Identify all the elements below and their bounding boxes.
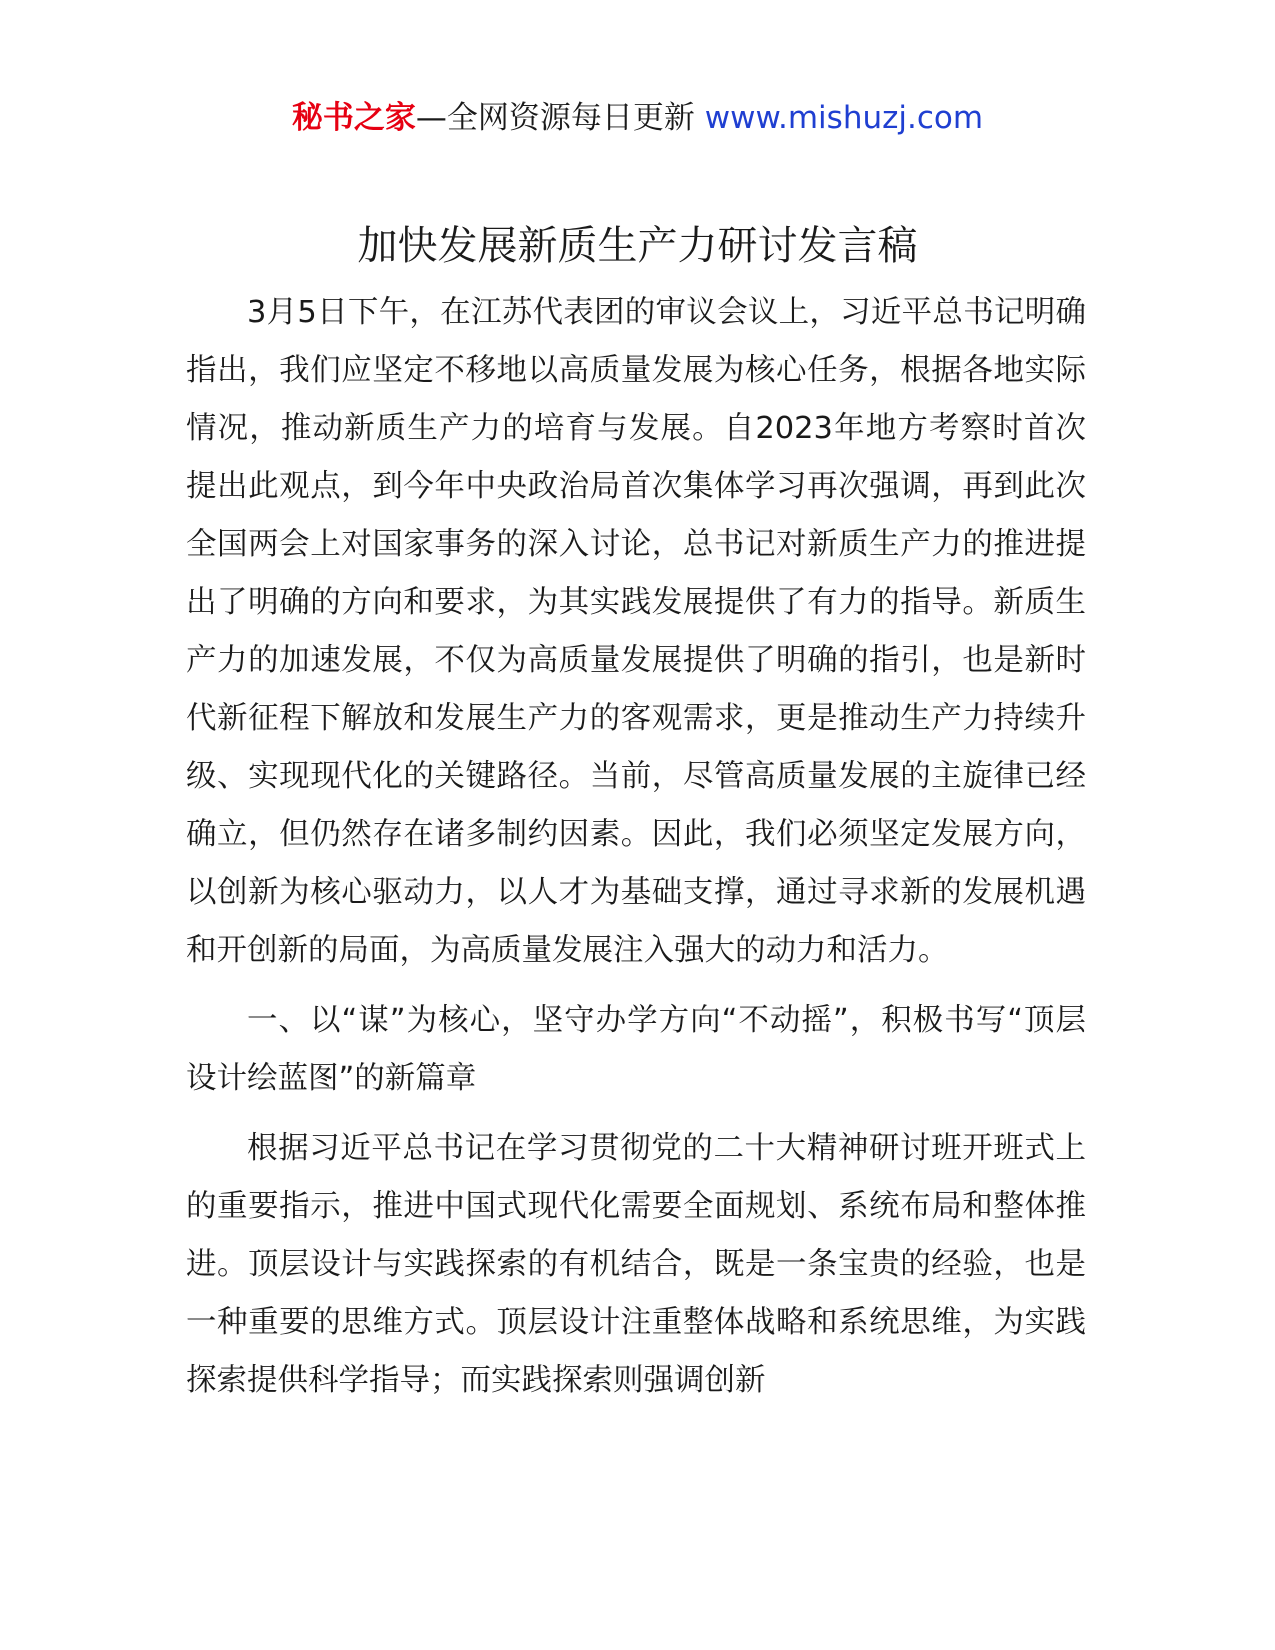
brand-name: 秘书之家 [291, 100, 416, 136]
header-tagline: —全网资源每日更新 [415, 100, 695, 136]
document-body [186, 284, 1086, 1422]
section-heading-1: 一、以“谋”为核心，坚守办学方向“不动摇”，积极书写“顶层设计绘蓝图”的新篇章 [186, 1003, 1086, 1096]
document-title: 加快发展新质生产力研讨发言稿 [357, 223, 918, 269]
site-url-link[interactable]: www.mishuzj.com [704, 100, 984, 136]
site-header [0, 96, 1275, 140]
paragraph-intro: 3月5日下午，在江苏代表团的审议会议上，习近平总书记明确指出，我们应坚定不移地以高质量发展为核心任务，根据各地实际情况，推动新质生产力的培育与发展。自2023年地方考察时首次提出此观点，到今年中央政治局首次集体学习再次强调，再到此次全国两会上对国家事务的深入讨论，总书记对新质生产力的推进提出了明确的方向和要求，为其实践发展提供了有力的指导。新质生产力的加速发展，不仅为高质量发展提供了明确的指引，也是新时代新征程下解放和发展生产力的客观需求，更是推动生产力持续升级、实现现代化的关键路径。当前，尽管高质量发展的主旋律已经确立，但仍然存在诸多制约因素。因此，我们必须坚定发展方向，以创新为核心驱动力，以人才为基础支撑，通过寻求新的发展机遇和开创新的局面，为高质量发展注入强大的动力和活力。 [186, 295, 1086, 968]
paragraph-section-1: 根据习近平总书记在学习贯彻党的二十大精神研讨班开班式上的重要指示，推进中国式现代化需要全面规划、系统布局和整体推进。顶层设计与实践探索的有机结合，既是一条宝贵的经验，也是一种重要的思维方式。顶层设计注重整体战略和系统思维，为实践探索提供科学指导；而实践探索则强调创新 [186, 1131, 1086, 1398]
